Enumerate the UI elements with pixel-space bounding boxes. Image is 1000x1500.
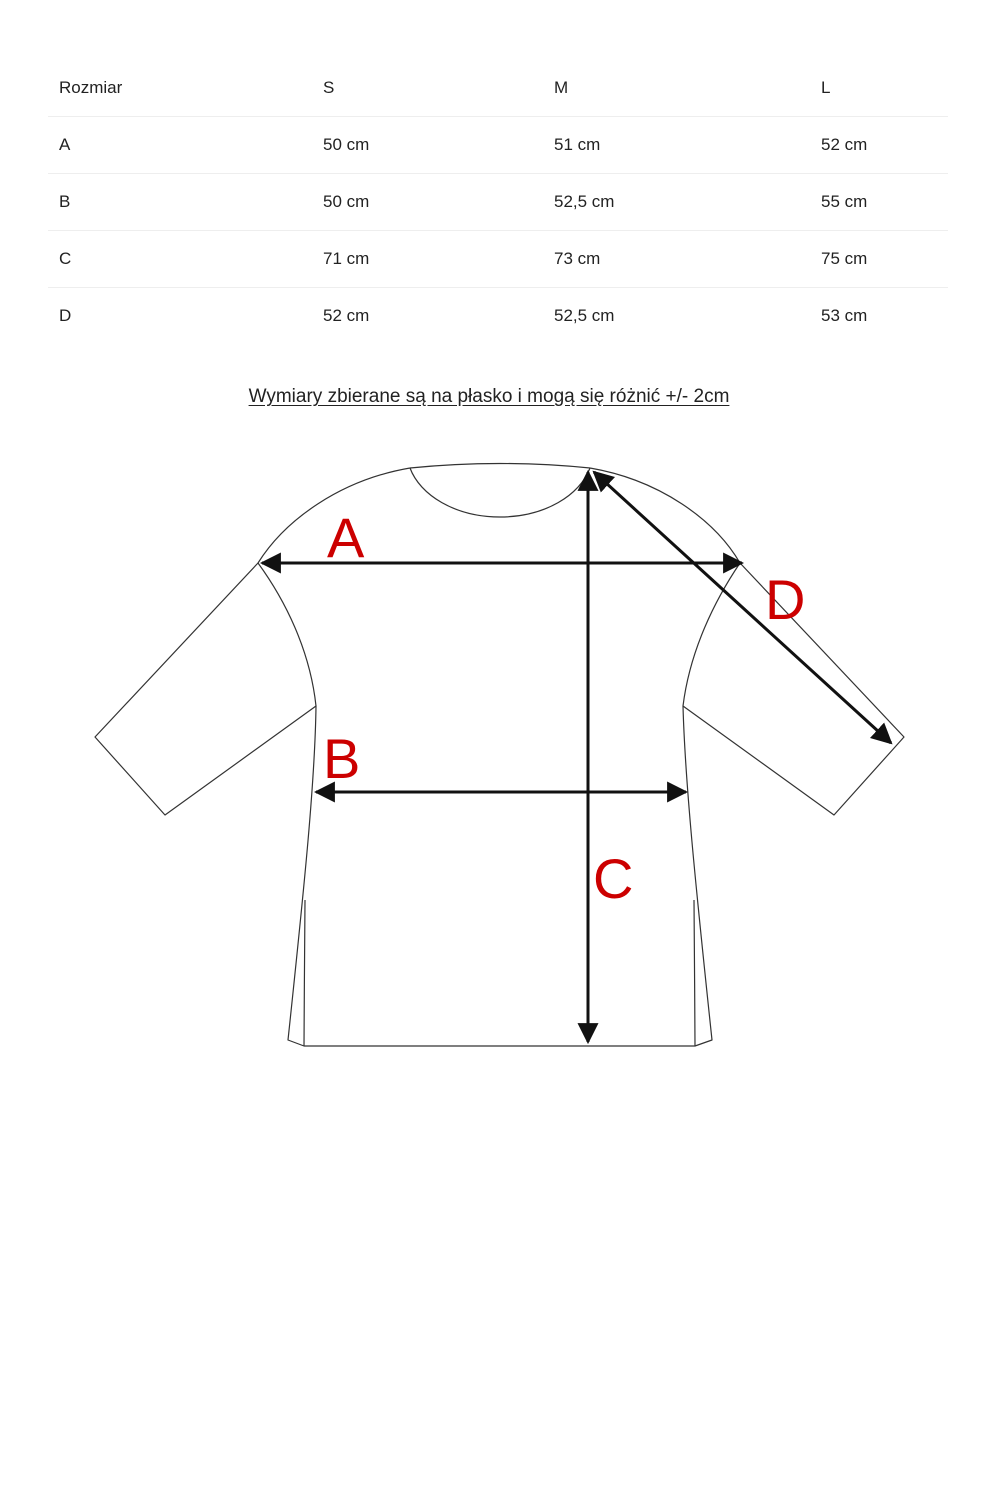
table-cell: 71 cm <box>312 231 543 288</box>
table-header-row <box>48 60 948 117</box>
header-cell: S <box>312 60 543 117</box>
label-d: D <box>765 568 806 631</box>
shirt-neckline-back <box>410 464 590 469</box>
measurement-arrows <box>262 472 891 1042</box>
size-table <box>48 60 948 344</box>
table-cell: 52,5 cm <box>554 306 615 325</box>
right-sleeve-seam <box>683 563 740 706</box>
label-a: A <box>327 506 365 569</box>
label-b: B <box>323 727 361 790</box>
table-cell: 52 cm <box>810 117 948 174</box>
table-cell: 75 cm <box>810 231 948 288</box>
arrow-d <box>594 472 891 743</box>
left-side-slit <box>304 900 305 1046</box>
table-cell: B <box>48 174 312 231</box>
table-cell: A <box>48 117 312 174</box>
measurement-note: Wymiary zbierane są na płasko i mogą się różnić +/- 2cm <box>248 386 730 407</box>
table-cell: 53 cm <box>821 306 868 325</box>
table-row <box>48 231 948 288</box>
shirt-outline <box>95 464 904 1047</box>
table-cell: C <box>48 231 312 288</box>
table-cell: 50 cm <box>312 174 543 231</box>
table-row <box>48 288 948 345</box>
header-cell: L <box>810 60 948 117</box>
shirt-body-outline <box>95 468 904 1046</box>
table-cell: 52 cm <box>323 306 370 325</box>
table-cell: D <box>59 306 72 325</box>
header-cell: Rozmiar <box>48 60 312 117</box>
right-side-slit <box>694 900 695 1046</box>
table-cell: 50 cm <box>312 117 543 174</box>
table-cell: 73 cm <box>543 231 810 288</box>
table-cell: 51 cm <box>543 117 810 174</box>
shirt-collar <box>410 468 590 517</box>
label-c: C <box>593 847 634 910</box>
table-row <box>48 174 948 231</box>
table-cell: 52,5 cm <box>543 174 810 231</box>
header-cell: M <box>543 60 810 117</box>
table-cell: 55 cm <box>810 174 948 231</box>
table-row <box>48 117 948 174</box>
left-sleeve-seam <box>258 563 316 706</box>
